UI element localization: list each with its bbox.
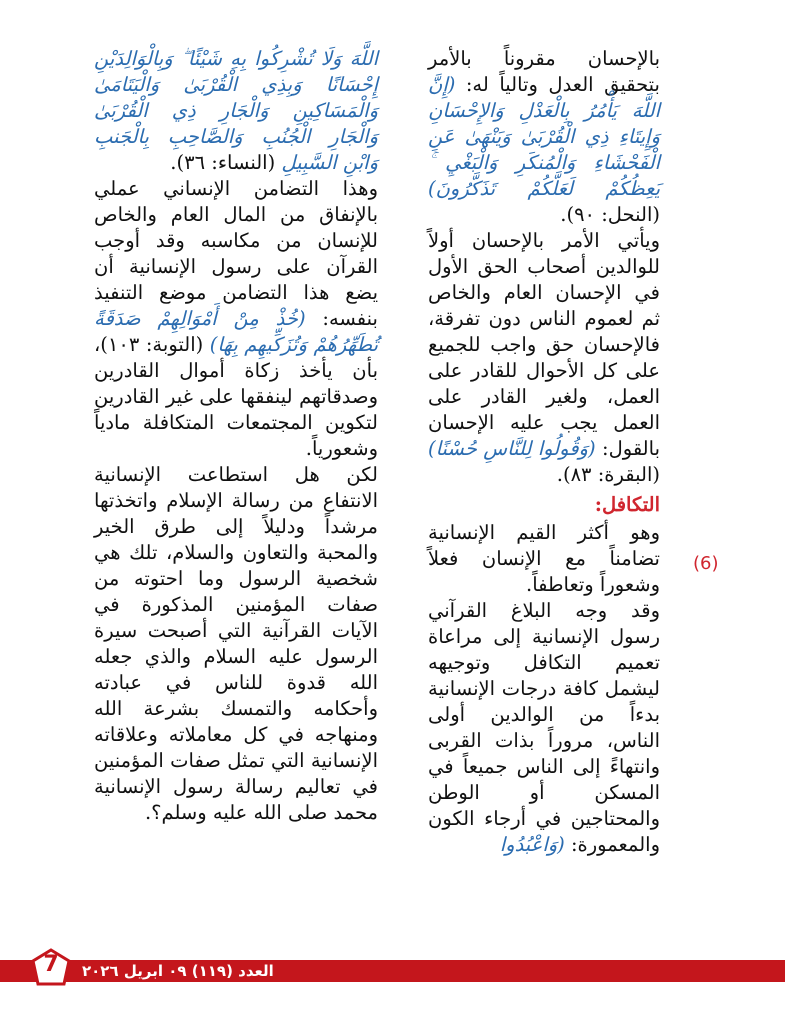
quran-verse: (وَقُولُوا لِلنَّاسِ حُسْنًا)	[428, 437, 596, 460]
right-column	[428, 46, 660, 858]
paragraph	[428, 598, 660, 858]
paragraph-text: لكن هل استطاعت الإنسانية الانتفاع من رسالة الإسلام واتخذتها مرشداً ودليلاً إلى طرق الخير والمحبة والتعاون والسلام، تلك هي شخصية الرسول وما احتوته من صفات المؤمنين المذكورة في الآيات القرآنية التي أصبحت سيرة الرسول عليه السلام والذي جعله الله قدوة للناس في عبادته وأحكامه والتمسك بشرعة الله ومنهاجه في كل معاملاته وعلاقاته الإنسانية التي تمثل صفات المؤمنين في تعاليم رسالة رسول الإنسانية محمد صلى الله عليه وسلم؟.	[94, 463, 378, 824]
paragraph	[94, 462, 378, 826]
paragraph-text: ويأتي الأمر بالإحسان أولاً للوالدين أصحاب الحق الأول في الإحسان العام والخاص ثم لعموم الناس دون تفرقة، فالإحسان حق واجب للجميع على كل الأحوال للقادر على العمل، ولغير القادر على العمل يجب عليه الإحسان بالقول:	[428, 229, 660, 460]
paragraph-text: وهذا التضامن الإنساني عملي بالإنفاق من المال العام والخاص للإنسان من مكاسبه وقد أوجب القرآن على رسول الإنسانية أن يضع هذا التضامن موضع التنفيذ بنفسه:	[94, 177, 378, 330]
section-heading: التكافل:	[594, 493, 660, 516]
verse-reference: (البقرة: ٨٣).	[556, 463, 660, 486]
paragraph-text: (التوبة: ١٠٣)، بأن يأخذ زكاة أموال القادرين وصدقاتهم لينفقها على غير القادرين لتكوين المجتمعات المتكافلة مادياً وشعورياً.	[94, 333, 378, 460]
paragraph	[428, 46, 660, 228]
paragraph-text: بالإحسان مقروناً بالأمر بتحقيق العدل وتالياً له:	[428, 47, 660, 96]
quran-verse: (خُذْ مِنْ أَمْوَالِهِمْ صَدَقَةً تُطَهِّرُهُمْ وَتُزَكِّيهِم بِهَا)	[94, 307, 378, 356]
verse-reference: (النساء: ٣٦).	[170, 151, 282, 174]
left-column	[94, 46, 378, 826]
paragraph	[94, 46, 378, 176]
page-number: 7	[43, 952, 59, 977]
paragraph	[94, 176, 378, 462]
paragraph	[428, 520, 660, 598]
paragraph	[428, 228, 660, 488]
quran-verse: اللَّهَ وَلَا تُشْرِكُوا بِهِ شَيْئًا ۖ وَبِالْوَالِدَيْنِ إِحْسَانًا وَبِذِي الْقُرْبَىٰ وَالْيَتَامَىٰ وَالْمَسَاكِينِ وَالْجَارِ ذِي الْقُرْبَىٰ وَالْجَارِ الْجُنُبِ وَالصَّاحِبِ بِالْجَنبِ وَابْنِ السَّبِيلِ	[94, 47, 378, 174]
quran-verse: (إِنَّ اللَّهَ يَأْمُرُ بِالْعَدْلِ وَالإِحْسَانِ وَإِيتَاءِ ذِي الْقُرْبَىٰ وَيَنْهَىٰ عَنِ الْفَحْشَاءِ وَالْمُنكَرِ وَالْبَغْيِ ۚ يَعِظُكُمْ لَعَلَّكُمْ تَذَكَّرُونَ)	[428, 73, 660, 200]
paragraph-text: وقد وجه البلاغ القرآني رسول الإنسانية إلى مراعاة تعميم التكافل وتوجيهه ليشمل كافة درجات الإنسانية بدءاً من الوالدين أولى الناس، مروراً بذات القربى وانتهاءً إلى الناس جميعاً في المسكن أو الوطن والمحتاجين في أرجاء الكون والمعمورة:	[428, 599, 660, 856]
paragraph-text: وهو أكثر القيم الإنسانية تضامناً مع الإنسان فعلاً وشعوراً وتعاطفاً.	[428, 521, 660, 596]
section-heading-row	[428, 492, 660, 518]
verse-reference: (النحل: ٩٠).	[560, 203, 660, 226]
quran-verse: (وَاعْبُدُوا	[499, 833, 565, 856]
footer-bar	[0, 960, 785, 982]
issue-info: العدد (١١٩) ٠٩ ابريل ٢٠٢٦	[82, 962, 274, 980]
section-number: (6)	[693, 553, 719, 574]
